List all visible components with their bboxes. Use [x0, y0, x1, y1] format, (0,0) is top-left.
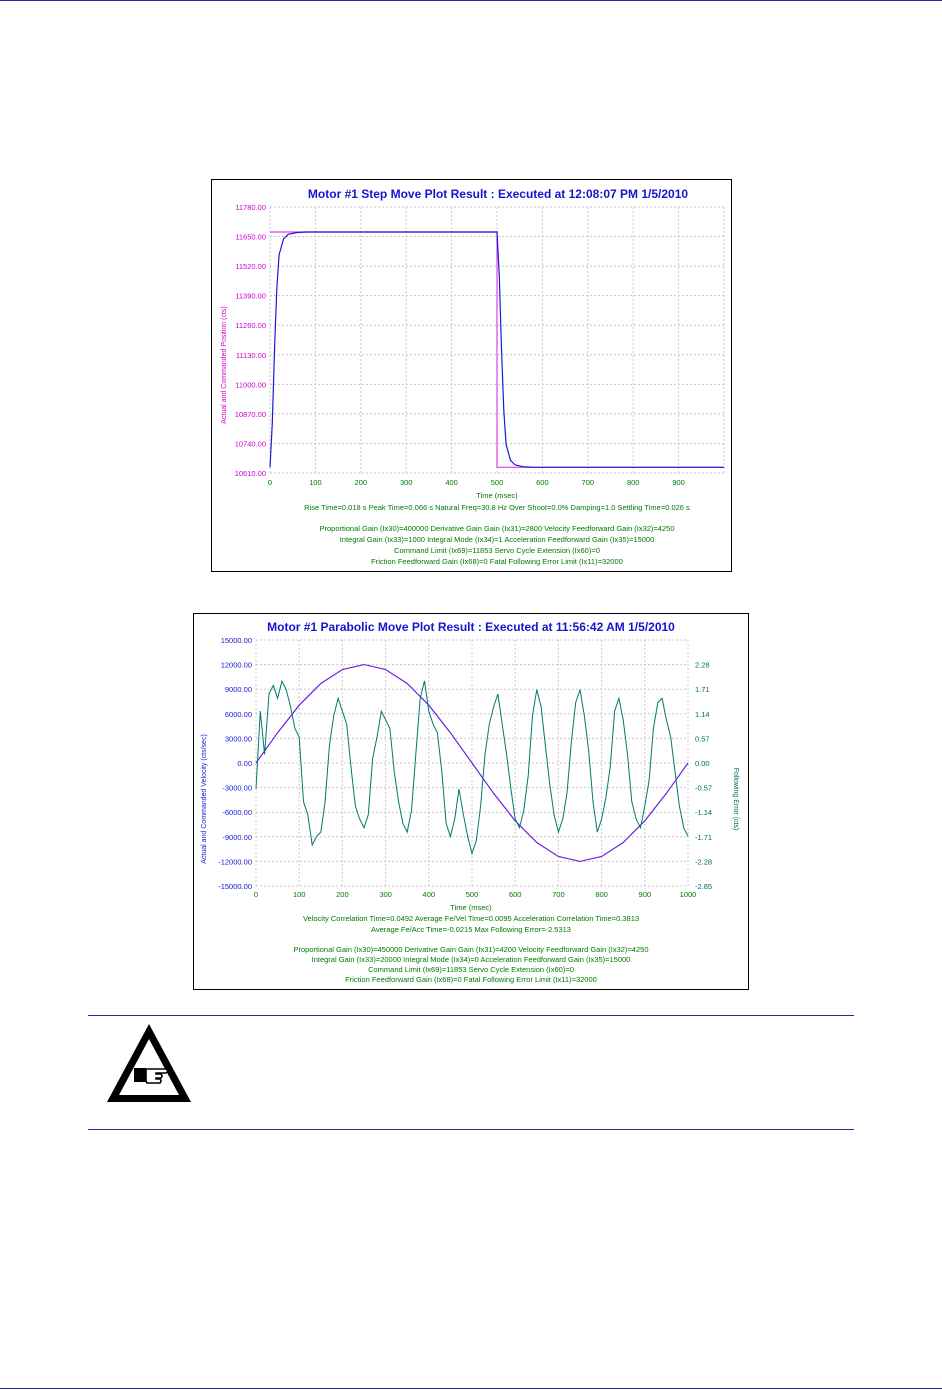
- x-tick-label: 600: [536, 478, 549, 487]
- x-tick-label: 400: [445, 478, 458, 487]
- para-gains-line: Command Limit (Ix69)=11853 Servo Cycle Extension (Ix60)=0: [368, 965, 574, 974]
- x-tick-label: 700: [552, 890, 565, 899]
- step-gains-line: Integral Gain (Ix33)=1000 Integral Mode (Ix34)=1 Acceleration Feedforward Gain (Ix35)=15000: [339, 535, 655, 544]
- y-tick-label: 6000.00: [224, 709, 252, 719]
- y-tick-label: 11650.00: [235, 232, 266, 242]
- x-tick-label: 1000: [679, 890, 697, 899]
- note-bottom-rule: [88, 1129, 854, 1130]
- y-tick-label: -15000.00: [218, 882, 252, 891]
- step-gains-line: Friction Feedforward Gain (Ix68)=0 Fatal Following Error Limit (Ix11)=32000: [371, 557, 623, 566]
- para-x-axis-label: Time (msec): [450, 903, 492, 912]
- y-tick-label: 11130.00: [235, 350, 266, 360]
- y-tick-label: -6000.00: [222, 808, 252, 818]
- step-x-tick-labels: [268, 478, 685, 487]
- x-tick-label: 700: [581, 478, 595, 487]
- para-y-tick-labels: [218, 636, 252, 891]
- x-tick-label: 900: [672, 478, 685, 487]
- following-error-line: [256, 681, 688, 854]
- step-move-plot-svg: [212, 180, 731, 571]
- x-tick-label: 300: [399, 478, 413, 487]
- y-tick-label: 12000.00: [220, 660, 252, 670]
- y-tick-label: 0.00: [237, 759, 252, 768]
- step-gains-line: Proportional Gain (Ix30)=400000 Derivative Gain Gain (Ix31)=2800 Velocity Feedforward Gain (Ix32)=4250: [319, 524, 675, 533]
- x-tick-label: 200: [354, 478, 368, 487]
- x-tick-label: 500: [490, 478, 504, 487]
- y2-tick-label: 1.14: [695, 709, 710, 719]
- x-tick-label: 400: [422, 890, 436, 899]
- y2-tick-label: -1.14: [695, 808, 713, 818]
- y2-tick-label: 0.57: [695, 734, 710, 744]
- y2-tick-label: 0.00: [695, 759, 710, 768]
- x-tick-label: 600: [508, 890, 522, 899]
- y2-tick-label: 1.71: [695, 685, 710, 695]
- x-tick-label: 500: [465, 890, 479, 899]
- x-tick-label: 0: [267, 478, 273, 487]
- para-x-tick-labels: [254, 890, 696, 899]
- pointing-hand-caution-icon: [105, 1022, 193, 1104]
- header-rule: [0, 0, 942, 1]
- y2-tick-label: -1.71: [695, 832, 713, 842]
- para-gains-line: Integral Gain (Ix33)=20000 Integral Mode (Ix34)=0 Acceleration Feedforward Gain (Ix35)=15000: [311, 955, 631, 964]
- para-y2-tick-labels: [695, 661, 712, 891]
- y2-tick-label: -2.28: [695, 857, 713, 867]
- x-tick-label: 800: [595, 890, 608, 899]
- y-tick-label: 11390.00: [235, 291, 266, 301]
- step-x-axis-label: Time (msec): [476, 491, 518, 500]
- x-tick-label: 200: [336, 890, 349, 899]
- x-tick-label: 100: [292, 890, 306, 899]
- y-tick-label: 3000.00: [224, 734, 252, 744]
- y-tick-label: 10610.00: [234, 469, 266, 478]
- x-tick-label: 900: [638, 890, 652, 899]
- x-tick-label: 0: [253, 890, 259, 899]
- para-plot-title: Motor #1 Parabolic Move Plot Result : Executed at 11:56:42 AM 1/5/2010: [267, 620, 675, 634]
- step-plot-title: Motor #1 Step Move Plot Result : Executed at 12:08:07 PM 1/5/2010: [307, 187, 689, 201]
- para-y2-axis-label: Following Error (cts): [732, 767, 739, 831]
- y-tick-label: 11260.00: [235, 321, 266, 331]
- commanded-position-line: [270, 232, 724, 467]
- para-gains-line: Friction Feedforward Gain (Ix68)=0 Fatal Following Error Limit (Ix11)=32000: [345, 975, 597, 984]
- y-tick-label: -3000.00: [222, 783, 252, 793]
- para-gains-line: Proportional Gain (Ix30)=450000 Derivative Gain Gain (Ix31)=4200 Velocity Feedforward Gain (Ix32)=4250: [293, 945, 649, 954]
- step-stats-line: Rise Time=0.018 s Peak Time=0.066 s Natural Freq=30.8 Hz Over Shoot=0.0% Damping=1.0 Settling Time=0.026 s: [304, 503, 690, 512]
- para-stats-line: Average Fe/Acc Time=-0.0215 Max Following Error=-2.5313: [371, 925, 571, 934]
- y-tick-label: 10870.00: [234, 409, 266, 419]
- y-tick-label: -12000.00: [218, 857, 252, 867]
- x-tick-label: 800: [626, 478, 640, 487]
- y2-tick-label: 2.28: [695, 660, 710, 670]
- note-top-rule: [88, 1015, 854, 1016]
- step-y-axis-label: Actual and Commanded Position (cts): [221, 306, 228, 424]
- y-tick-label: 9000.00: [224, 685, 252, 695]
- x-tick-label: 300: [379, 890, 392, 899]
- y-tick-label: -9000.00: [222, 832, 252, 842]
- y-tick-label: 10740.00: [234, 439, 266, 449]
- parabolic-move-plot: [193, 613, 749, 990]
- x-tick-label: 100: [309, 478, 322, 487]
- y-tick-label: 11520.00: [235, 262, 266, 272]
- step-y-tick-labels: [235, 203, 266, 478]
- footer-rule: [0, 1388, 942, 1389]
- y-tick-label: 11000.00: [235, 380, 266, 390]
- step-series: [270, 232, 724, 467]
- y2-tick-label: -2.85: [695, 882, 713, 891]
- step-move-plot: [211, 179, 732, 572]
- y-tick-label: 15000.00: [220, 636, 252, 645]
- step-gains-line: Command Limit (Ix69)=11853 Servo Cycle Extension (Ix60)=0: [394, 546, 600, 555]
- para-y-axis-label: Actual and Commanded Velocity (cts/sec): [201, 734, 208, 864]
- parabolic-move-plot-svg: [194, 614, 748, 989]
- y-tick-label: 11780.00: [235, 203, 266, 212]
- y2-tick-label: -0.57: [695, 783, 713, 793]
- para-stats-line: Velocity Correlation Time=0.0492 Average Fe/Vel Time=0.0095 Acceleration Correlation Time=0.3813: [302, 914, 640, 923]
